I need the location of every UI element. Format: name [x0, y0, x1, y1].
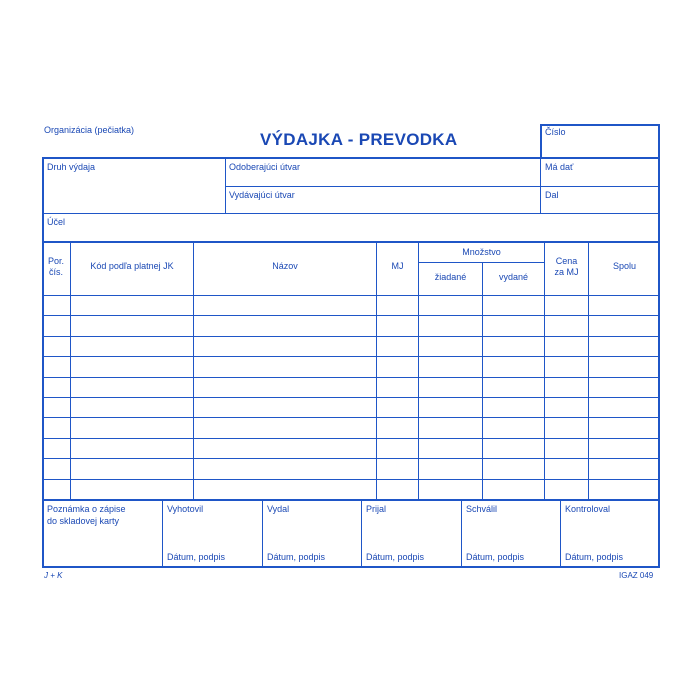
vydavajuci-utvar-label: Vydávajúci útvar [229, 190, 295, 200]
vydal-datum: Dátum, podpis [267, 552, 326, 562]
table-row[interactable] [42, 438, 660, 458]
col-nazov-label: Názov [272, 261, 298, 271]
col-ziadane-label: žiadané [434, 272, 467, 282]
kontroloval-label: Kontroloval [565, 504, 611, 514]
table-row[interactable] [42, 295, 660, 315]
info-divider-v1 [225, 157, 226, 213]
sig-divider-1 [162, 499, 163, 568]
col-zamj-label: za MJ [554, 267, 579, 277]
info-divider-1 [225, 186, 660, 187]
col-cis-label: čís. [48, 267, 63, 277]
table-row[interactable] [42, 377, 660, 397]
cislo-label: Číslo [545, 127, 566, 137]
poznamka-label-2: do skladovej karty [47, 516, 120, 526]
sig-divider-3 [361, 499, 362, 568]
ucel-label: Účel [47, 217, 66, 227]
info-divider-v2 [540, 157, 541, 213]
table-row[interactable] [42, 458, 660, 478]
col-mj-label: MJ [391, 261, 404, 271]
info-divider-2 [42, 213, 660, 214]
col-cena-label: Cena [555, 256, 578, 266]
schvalil-label: Schválil [466, 504, 498, 514]
ma-dat-label: Má dať [545, 162, 574, 172]
table-row[interactable] [42, 479, 660, 499]
sig-divider-4 [461, 499, 462, 568]
table-row[interactable] [42, 315, 660, 335]
form-title: VÝDAJKA - PREVODKA [260, 130, 458, 149]
vyhotovil-label: Vyhotovil [167, 504, 204, 514]
dal-label: Dal [545, 190, 559, 200]
odoberajuci-utvar-label: Odoberajúci útvar [229, 162, 301, 172]
form-code: IGAZ 049 [619, 571, 654, 580]
kontroloval-datum: Dátum, podpis [565, 552, 624, 562]
col-vydane-label: vydané [498, 272, 529, 282]
col-kod-label: Kód podľa platnej JK [90, 261, 174, 271]
mnozstvo-divider [418, 262, 544, 263]
prijal-label: Prijal [366, 504, 387, 514]
publisher-mark: J + K [44, 571, 63, 580]
col-mnozstvo-label: Množstvo [462, 247, 501, 257]
schvalil-datum: Dátum, podpis [466, 552, 525, 562]
sig-divider-2 [262, 499, 263, 568]
vydal-label: Vydal [267, 504, 290, 514]
table-row[interactable] [42, 336, 660, 356]
table-row[interactable] [42, 356, 660, 376]
organization-label: Organizácia (pečiatka) [44, 125, 135, 135]
col-spolu-label: Spolu [612, 261, 637, 271]
sig-divider-5 [560, 499, 561, 568]
col-por-label: Por. [47, 256, 64, 266]
prijal-datum: Dátum, podpis [366, 552, 425, 562]
druh-vydaja-label: Druh výdaja [47, 162, 96, 172]
vyhotovil-datum: Dátum, podpis [167, 552, 226, 562]
poznamka-label-1: Poznámka o zápise [47, 504, 126, 514]
table-row[interactable] [42, 417, 660, 437]
table-row[interactable] [42, 397, 660, 417]
